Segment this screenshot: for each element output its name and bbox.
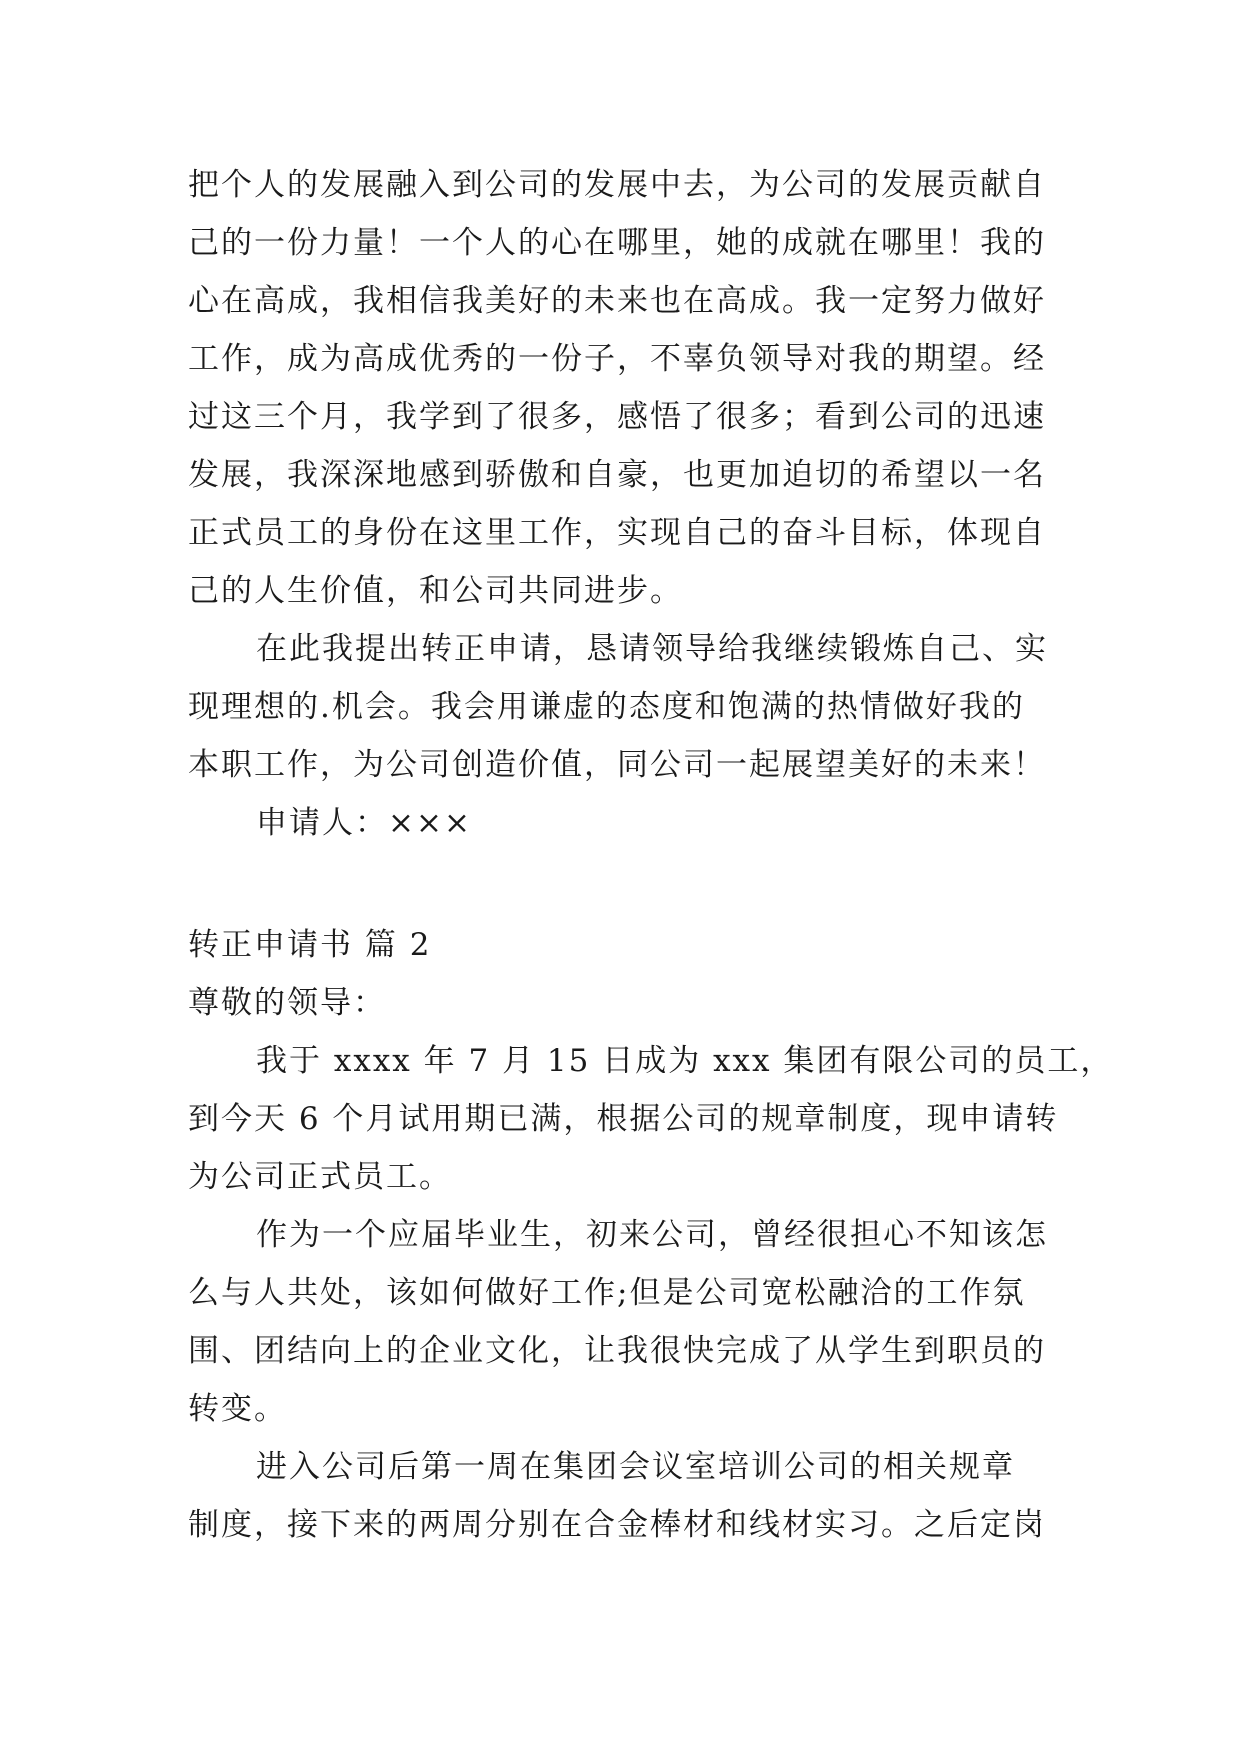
text-line: 过这三个月，我学到了很多，感悟了很多；看到公司的迅速 (188, 399, 1046, 435)
text-line: 现理想的.机会。我会用谦虚的态度和饱满的热情做好我的 (188, 689, 1025, 725)
text-line: 在此我提出转正申请，恳请领导给我继续锻炼自己、实 (256, 631, 1048, 667)
salutation: 尊敬的领导： (188, 985, 386, 1021)
paragraph-2 (188, 1206, 1048, 1438)
text-line: 心在高成，我相信我美好的未来也在高成。我一定努力做好 (188, 283, 1046, 319)
text-line: 作为一个应届毕业生，初来公司，曾经很担心不知该怎 (256, 1217, 1048, 1253)
text-line: 到今天 6 个月试用期已满，根据公司的规章制度，现申请转 (188, 1101, 1059, 1137)
paragraph-1 (188, 156, 1048, 620)
text-line: 进入公司后第一周在集团会议室培训公司的相关规章 (256, 1449, 1015, 1485)
text-line: 己的人生价值，和公司共同进步。 (188, 573, 683, 609)
text-line: 把个人的发展融入到公司的发展中去，为公司的发展贡献自 (188, 167, 1046, 203)
text-line: 么与人共处，该如何做好工作;但是公司宽松融洽的工作氛 (188, 1275, 1026, 1311)
signature: 申请人：××× (256, 805, 472, 841)
section-2 (188, 916, 1114, 1554)
text-line: 正式员工的身份在这里工作，实现自己的奋斗目标，体现自 (188, 515, 1046, 551)
text-line: 工作，成为高成优秀的一份子，不辜负领导对我的期望。经 (188, 341, 1046, 377)
text-line: 制度，接下来的两周分别在合金棒材和线材实习。之后定岗 (188, 1507, 1046, 1543)
text-line: 为公司正式员工。 (188, 1159, 452, 1195)
paragraph-1 (188, 1032, 1114, 1206)
section-title: 转正申请书 篇 2 (188, 927, 432, 963)
paragraph-2 (188, 620, 1048, 794)
section-1 (188, 156, 1048, 852)
paragraph-3 (188, 1438, 1048, 1554)
text-line: 我于 xxxx 年 7 月 15 日成为 xxx 集团有限公司的员工， (256, 1043, 1114, 1079)
text-line: 发展，我深深地感到骄傲和自豪，也更加迫切的希望以一名 (188, 457, 1046, 493)
text-line: 本职工作，为公司创造价值，同公司一起展望美好的未来！ (188, 747, 1046, 783)
text-line: 转变。 (188, 1391, 287, 1427)
text-line: 己的一份力量！一个人的心在哪里，她的成就在哪里！我的 (188, 225, 1046, 261)
text-line: 围、团结向上的企业文化，让我很快完成了从学生到职员的 (188, 1333, 1046, 1369)
